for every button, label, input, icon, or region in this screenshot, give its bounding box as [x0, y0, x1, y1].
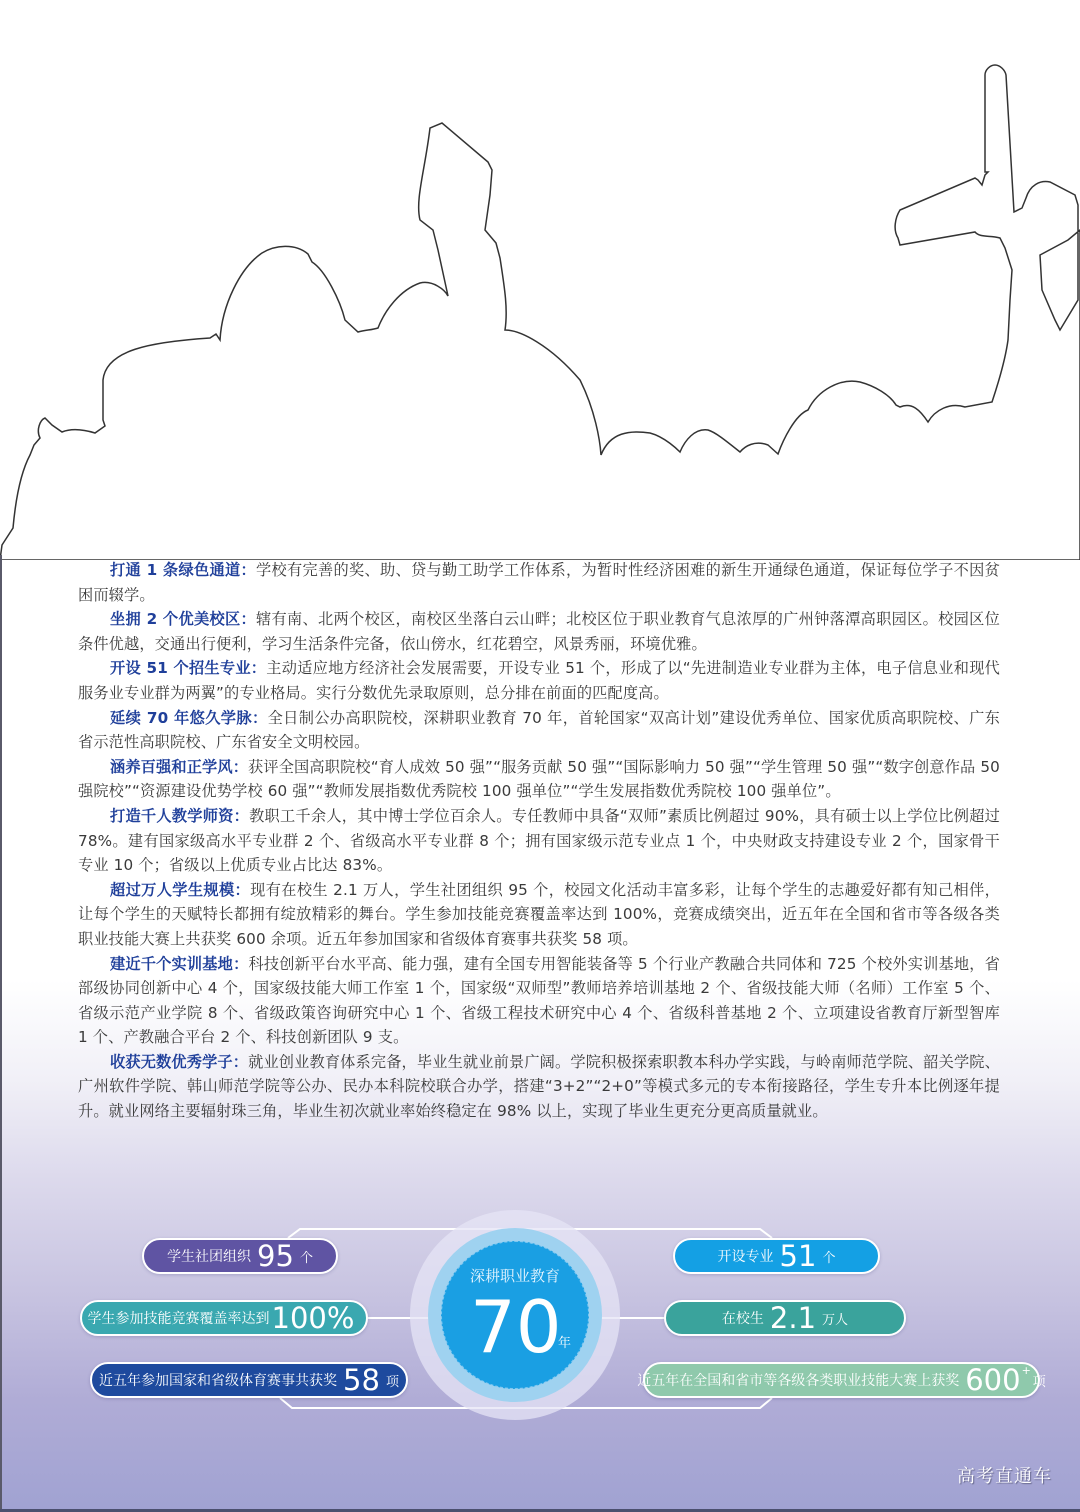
stat-pill-skill-awards [637, 1362, 1046, 1398]
watermark-text: 高考直通车 [957, 1466, 1052, 1487]
stat-number: 58 [343, 1362, 380, 1397]
stat-superscript: + [1021, 1363, 1031, 1377]
paragraph-training-bases [78, 952, 1000, 1050]
stat-unit: 项 [385, 1374, 399, 1390]
stat-number: 51 [779, 1238, 817, 1273]
stat-label: 在校生 [721, 1311, 764, 1327]
skyline-outline-illustration [0, 0, 1080, 560]
stat-number: 600 [965, 1362, 1021, 1397]
stat-pill-student-clubs [142, 1238, 338, 1274]
stat-label: 近五年参加国家和省级体育赛事共获奖 [99, 1373, 338, 1389]
paragraph-heading: 坐拥 2 个优美校区： [110, 610, 256, 629]
stat-number: 2.1 [769, 1300, 817, 1335]
stat-pill-majors [673, 1238, 880, 1274]
stat-label: 学生社团组织 [167, 1249, 252, 1265]
stat-number: 100% [271, 1300, 355, 1335]
stat-unit: 个 [299, 1250, 313, 1266]
stat-label: 近五年在全国和省市等各级各类职业技能大赛上获奖 [637, 1373, 960, 1389]
paragraph-heading: 超过万人学生规模： [110, 880, 251, 899]
stat-pill-competition-coverage [80, 1300, 368, 1336]
paragraph-text: 获评全国高职院校“育人成效 50 强”“服务贡献 50 强”“国际影响力 50 强”“学生管理 50 强”“数字创意作品 50 强院校”“资源建设优势学校 60 强”“教师发展指数优秀院校 100 强单位”“学生发展指数优秀院校 100 强单位”。 [78, 757, 1000, 801]
stat-unit: 万人 [822, 1312, 849, 1328]
paragraph-campuses [78, 607, 1000, 656]
paragraph-text: 现有在校生 2.1 万人，学生社团组织 95 个，校园文化活动丰富多彩，让每个学生的志趣爱好都有知己相伴，让每个学生的天赋特长都拥有绽放精彩的舞台。学生参加技能竞赛覆盖率达到 100%，竞赛成绩突出，近五年在全国和省市等各级各类职业技能大赛上共获奖 600 余项。近五年参加国家和省级体育赛事共获奖 58 项。 [78, 880, 1000, 948]
paragraph-heading: 建近千个实训基地： [110, 954, 249, 973]
stat-unit: 个 [822, 1250, 836, 1266]
paragraph-green-channel [78, 558, 1000, 607]
paragraph-honors [78, 755, 1000, 804]
paragraph-heading: 延续 70 年悠久学脉： [110, 708, 268, 727]
paragraph-graduates [78, 1050, 1000, 1124]
paragraph-text: 辖有南、北两个校区，南校区坐落白云山畔；北校区位于职业教育气息浓厚的广州钟落潭高职园区。校园区位条件优越，交通出行便利，学习生活条件完备，依山傍水，红花碧空，风景秀丽，环境优雅。 [78, 610, 1001, 653]
paragraph-heading: 收获无数优秀学子： [110, 1052, 249, 1071]
paragraph-text: 学校有完善的奖、助、贷与勤工助学工作体系，为暂时性经济困难的新生开通绿色通道，保证每位学子不因贫困而辍学。 [78, 561, 1001, 604]
description-section [78, 558, 1000, 1124]
paragraph-majors [78, 656, 1000, 705]
center-badge-title: 深耕职业教育 [469, 1267, 560, 1285]
paragraph-students [78, 878, 1000, 952]
left-border-rule [0, 555, 2, 1512]
paragraph-text: 教职工千余人，其中博士学位百余人。专任教师中具备“双师”素质比例超过 90%，具有硕士以上学位比例超过 78%。建有国家级高水平专业群 2 个、省级高水平专业群 8 个；拥有国家级示范专业点 1 个，中央财政支持建设专业 2 个，国家骨干专业 10 个；省级以上优质专业占比达 83%。 [78, 806, 1000, 875]
paragraph-heading: 打通 1 条绿色通道： [110, 561, 256, 579]
paragraph-text: 主动适应地方经济社会发展需要，开设专业 51 个，形成了以“先进制造业专业群为主体，电子信息业和现代服务业专业群为两翼”的专业格局。实行分数优先录取原则，总分排在前面的匹配度高。 [78, 659, 1000, 702]
stat-unit: 项 [1032, 1374, 1046, 1390]
paragraph-history [78, 706, 1000, 755]
center-badge-unit: 年 [558, 1336, 572, 1351]
paragraph-heading: 开设 51 个招生专业： [110, 659, 267, 678]
stat-label: 开设专业 [717, 1249, 774, 1265]
stat-pill-sports-awards [90, 1362, 408, 1398]
center-badge-number: 70 [470, 1285, 562, 1369]
paragraph-text: 全日制公办高职院校，深耕职业教育 70 年，首轮国家“双高计划”建设优秀单位、国家优质高职院校、广东省示范性高职院校、广东省安全文明校园。 [78, 708, 1000, 752]
paragraph-heading: 打造千人教学师资： [110, 806, 250, 825]
stat-label: 学生参加技能竞赛覆盖率达到 [87, 1311, 270, 1327]
paragraph-heading: 涵养百强和正学风： [110, 757, 249, 776]
stat-pill-enrolled-students [664, 1300, 906, 1336]
paragraph-faculty [78, 804, 1000, 878]
stat-number: 95 [257, 1238, 294, 1273]
paragraph-text: 就业创业教育体系完备，毕业生就业前景广阔。学院积极探索职教本科办学实践，与岭南师范学院、韶关学院、广州软件学院、韩山师范学院等公办、民办本科院校联合办学，搭建“3+2”“2+0”等模式多元的专本衔接路径，学生专升本比例逐年提升。就业网络主要辐射珠三角，毕业生初次就业率始终稳定在 98% 以上，实现了毕业生更充分更高质量就业。 [78, 1052, 1000, 1121]
paragraph-text: 科技创新平台水平高、能力强，建有全国专用智能装备等 5 个行业产教融合共同体和 725 个校外实训基地，省部级协同创新中心 4 个，国家级技能大师工作室 1 个，国家级“双师型”教师培养培训基地 2 个、省级技能大师（名师）工作室 5 个、省级示范产业学院 8 个、省级政策咨询研究中心 1 个、省级工程技术研究中心 4 个、省级科普基地 2 个、立项建设省教育厅新型智库 1 个、产教融合平台 2 个、科技创新团队 9 支。 [78, 954, 1000, 1047]
